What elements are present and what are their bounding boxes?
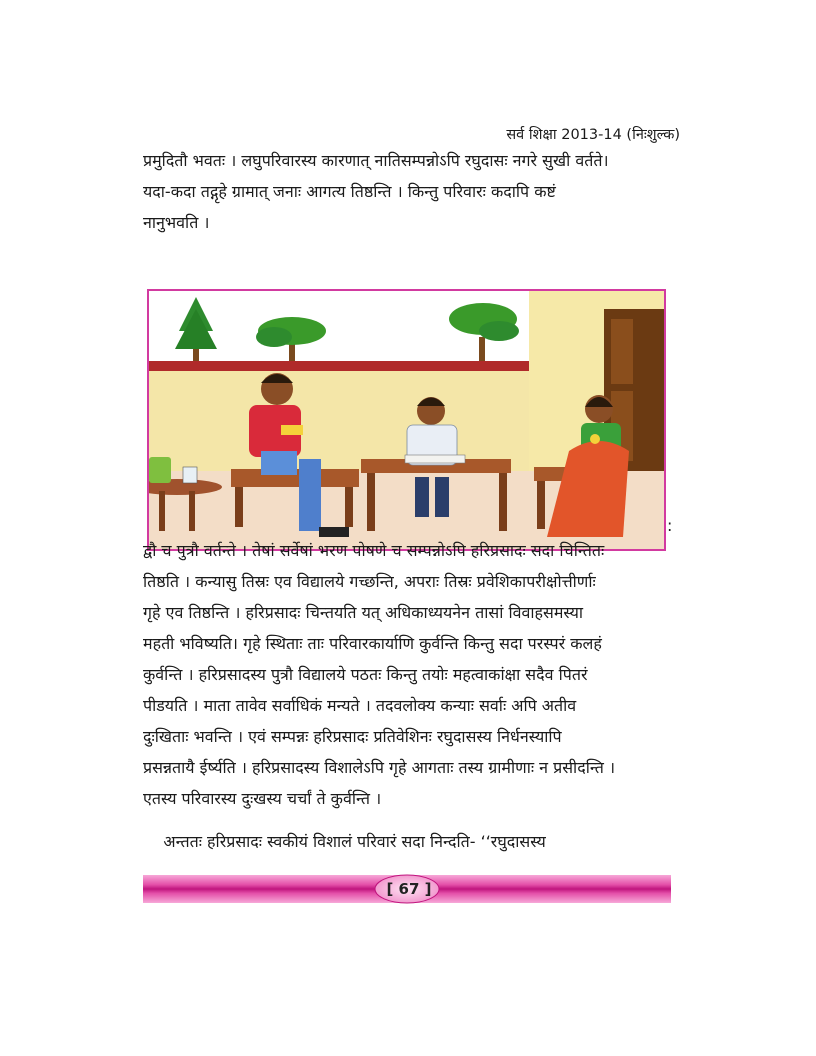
- paragraph-3: [143, 826, 671, 857]
- text-line: दुःखिताः भवन्ति । एवं सम्पन्नः हरिप्रसादः प्रतिवेशिनः रघुदासस्य निर्धनस्यापि: [143, 727, 562, 746]
- text-line: एतस्य परिवारस्य दुःखस्य चर्चां ते कुर्वन्ति ।: [143, 789, 382, 808]
- story-illustration: [147, 289, 666, 551]
- text-line: नानुभवति ।: [143, 213, 210, 232]
- side-mark: :: [667, 516, 673, 535]
- text-line: पीडयति । माता तावेव सर्वाधिकं मन्यते । तदवलोक्य कन्याः सर्वाः अपि अतीव: [143, 696, 577, 715]
- text-line: यदा-कदा तद्गृहे ग्रामात् जनाः आगत्य तिष्ठन्ति । किन्तु परिवारः कदापि कष्टं: [143, 182, 556, 201]
- text-line: गृहे एव तिष्ठन्ति । हरिप्रसादः चिन्तयति यत् अधिकाध्ययनेन तासां विवाहसमस्या: [143, 603, 584, 622]
- text-line: महती भविष्यति। गृहे स्थिताः ताः परिवारकार्याणि कुर्वन्ति किन्तु सदा परस्परं कलहं: [143, 634, 602, 653]
- page-number: [ 67 ]: [386, 880, 432, 898]
- text-line: द्वौ च पुत्रौ वर्तन्ते । तेषां सर्वेषां भरण पोषणे च सम्पन्नोऽपि हरिप्रसादः सदा चिन्तितः: [143, 541, 605, 560]
- text-line: कुर्वन्ति । हरिप्रसादस्य पुत्रौ विद्यालये पठतः किन्तु तयोः महत्वाकांक्षा सदैव पितरं: [143, 665, 588, 684]
- text-line: प्रमुदितौ भवतः । लघुपरिवारस्य कारणात् नातिसम्पन्नोऽपि रघुदासः नगरे सुखी वर्तते।: [143, 151, 609, 170]
- text-line: तिष्ठति । कन्यासु तिस्रः एव विद्यालये गच्छन्ति, अपराः तिस्रः प्रवेशिकापरीक्षोत्तीर्णाः: [143, 572, 596, 591]
- text-line: अन्ततः हरिप्रसादः स्वकीयं विशालं परिवारं सदा निन्दति- ‘‘रघुदासस्य: [143, 832, 546, 851]
- paragraph-1: [143, 145, 671, 238]
- text-line: प्रसन्नतायै ईर्ष्यति । हरिप्रसादस्य विशालेऽपि गृहे आगताः तस्य ग्रामीणाः न प्रसीदन्ति ।: [143, 758, 616, 777]
- paragraph-2: [143, 535, 671, 814]
- header-note: सर्व शिक्षा 2013-14 (निःशुल्क): [506, 127, 680, 143]
- wall-coping: [149, 361, 529, 371]
